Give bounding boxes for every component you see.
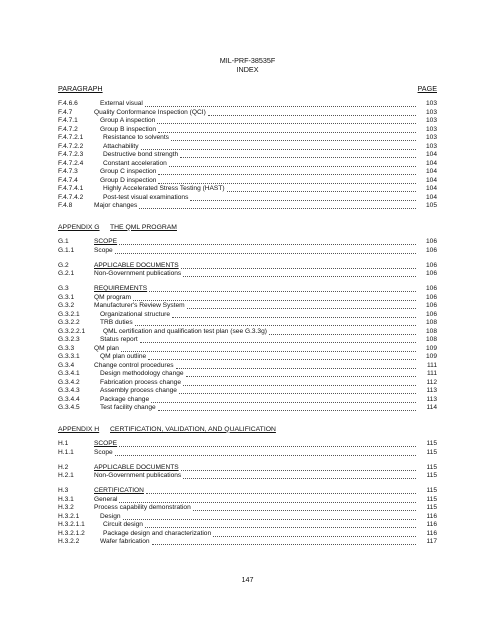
- dot-leader: [158, 173, 416, 175]
- page-ref: 115: [426, 463, 437, 471]
- paragraph-number: G.1.1: [58, 246, 75, 254]
- page-ref: 116: [426, 529, 437, 537]
- paragraph-number: G.3.4.3: [58, 387, 80, 394]
- page-ref: 104: [425, 151, 437, 158]
- page-column-header: PAGE: [417, 84, 437, 93]
- page-ref: 106: [425, 270, 437, 277]
- toc-entry[interactable]: [58, 100, 437, 109]
- page-ref: 106: [425, 310, 437, 318]
- page-ref: 108: [425, 327, 437, 335]
- paragraph-number: G.3.3: [58, 344, 75, 352]
- paragraph-number: H.1.1: [58, 448, 74, 456]
- page-ref: 112: [426, 378, 437, 386]
- paragraph-number: F.4.7: [58, 108, 73, 116]
- dot-leader: [115, 454, 416, 456]
- entry-title: External visual: [100, 100, 143, 107]
- entry-title: Manufacturer's Review System: [94, 302, 185, 309]
- toc-entry[interactable]: [58, 464, 437, 473]
- dot-leader: [148, 358, 416, 360]
- dot-leader: [139, 207, 416, 209]
- paragraph-number: H.3.2: [58, 504, 74, 511]
- page-ref: 113: [426, 387, 437, 394]
- page-ref: 115: [426, 440, 437, 447]
- dot-leader: [141, 148, 416, 150]
- toc-entry[interactable]: [58, 109, 437, 118]
- toc-entry[interactable]: [58, 449, 437, 458]
- toc-entry[interactable]: [58, 311, 437, 320]
- dot-leader: [146, 492, 416, 494]
- entry-title: Design: [100, 512, 121, 520]
- dot-leader: [193, 509, 416, 511]
- entry-title: Quality Conformance Inspection (QCI): [94, 108, 206, 116]
- dot-leader: [186, 375, 416, 377]
- toc-entry[interactable]: [58, 168, 437, 177]
- page-ref: 103: [425, 134, 437, 141]
- paragraph-number: G.3: [58, 285, 69, 292]
- toc-entry[interactable]: [58, 404, 437, 413]
- dot-leader: [190, 199, 416, 201]
- page-ref: 103: [425, 125, 437, 133]
- dot-leader: [183, 275, 416, 277]
- page-ref: 115: [426, 487, 437, 494]
- paragraph-number: G.3.4.2: [58, 378, 80, 386]
- page-ref: 106: [425, 285, 437, 292]
- page-ref: 117: [426, 538, 437, 545]
- dot-leader: [208, 114, 416, 116]
- dot-leader: [213, 535, 416, 537]
- dot-leader: [133, 299, 416, 301]
- entry-title: SCOPE: [94, 238, 118, 245]
- paragraph-number: G.3.2.1: [58, 310, 80, 318]
- dot-leader: [119, 445, 416, 447]
- entry-title: Scope: [94, 448, 113, 456]
- page-ref: 116: [426, 521, 437, 528]
- paragraph-number: G.1: [58, 238, 69, 245]
- dot-leader: [119, 501, 416, 503]
- paragraph-number: F.4.7.2: [58, 125, 78, 133]
- toc-entry[interactable]: [58, 440, 437, 449]
- toc-entry[interactable]: [58, 513, 437, 522]
- paragraph-number: F.4.7.2.3: [58, 151, 84, 158]
- paragraph-number: G.3.1: [58, 293, 75, 301]
- toc-entry[interactable]: [58, 117, 437, 126]
- paragraph-number: G.3.4.4: [58, 395, 80, 403]
- page-ref: 111: [426, 361, 437, 369]
- dot-leader: [158, 131, 416, 133]
- dot-leader: [158, 409, 416, 411]
- paragraph-number: G.3.4.5: [58, 404, 80, 411]
- section-spacer: [58, 211, 437, 223]
- paragraph-number: F.4.8: [58, 202, 73, 209]
- entry-title: Package design and characterization: [103, 529, 212, 537]
- page-ref: 106: [425, 246, 437, 254]
- entry-title: Change control procedures: [94, 361, 174, 369]
- entry-title: Group B inspection: [100, 125, 157, 133]
- appendix-heading: [58, 223, 437, 232]
- paragraph-number: G.3.2.2: [58, 319, 80, 326]
- toc-entry[interactable]: [58, 379, 437, 388]
- dot-leader: [149, 290, 416, 292]
- dot-leader: [187, 307, 416, 309]
- entry-title: Post-test visual examinations: [103, 193, 189, 201]
- section-spacer: [58, 413, 437, 425]
- dot-leader: [151, 401, 416, 403]
- dot-leader: [135, 324, 416, 326]
- dot-leader: [145, 526, 416, 528]
- dot-leader: [181, 267, 416, 269]
- dot-leader: [121, 350, 416, 352]
- dot-leader: [183, 384, 416, 386]
- entry-title: Package change: [100, 395, 150, 403]
- entry-title: CERTIFICATION: [94, 487, 144, 494]
- paragraph-number: H.2: [58, 463, 69, 471]
- toc-entry[interactable]: [58, 143, 437, 152]
- page-ref: 109: [425, 353, 437, 360]
- page-ref: 114: [426, 404, 437, 411]
- dot-leader: [176, 367, 416, 369]
- paragraph-number: F.4.7.4.2: [58, 193, 84, 201]
- paragraph-number: G.3.2.2.1: [58, 327, 86, 335]
- dot-leader: [269, 333, 416, 335]
- page-ref: 104: [425, 185, 437, 192]
- dot-leader: [172, 316, 416, 318]
- toc-entry[interactable]: [58, 504, 437, 513]
- appendix-title: CERTIFICATION, VALIDATION, AND QUALIFICATION: [110, 425, 276, 433]
- entry-title: Fabrication process change: [100, 378, 182, 386]
- dot-leader: [171, 139, 416, 141]
- paragraph-number: F.4.7.2.1: [58, 134, 84, 141]
- dot-leader: [123, 518, 416, 520]
- page-ref: 103: [425, 100, 437, 107]
- paragraph-number: G.2: [58, 261, 69, 269]
- toc-entry[interactable]: [58, 126, 437, 135]
- page-ref: 106: [425, 238, 437, 245]
- toc-entry[interactable]: [58, 294, 437, 303]
- entry-title: Group C inspection: [100, 168, 157, 175]
- appendix-label: APPENDIX H: [58, 425, 100, 433]
- entry-title: Group A inspection: [100, 117, 156, 124]
- page-ref: 103: [425, 117, 437, 124]
- paragraph-number: G.2.1: [58, 270, 75, 277]
- paragraph-column-header: PARAGRAPH: [58, 84, 103, 93]
- toc-entry[interactable]: [58, 387, 437, 396]
- dot-leader: [169, 165, 416, 167]
- toc-entry[interactable]: [58, 185, 437, 194]
- page-ref: 105: [425, 202, 437, 209]
- toc-entry[interactable]: [58, 345, 437, 354]
- paragraph-number: F.4.7.4.1: [58, 185, 84, 192]
- entry-title: QM program: [94, 293, 132, 301]
- entry-title: SCOPE: [94, 440, 118, 447]
- paragraph-number: G.3.3.1: [58, 353, 80, 360]
- page-ref: 115: [426, 472, 437, 479]
- entry-title: Scope: [94, 246, 113, 254]
- dot-leader: [152, 543, 416, 545]
- entry-title: Status report: [100, 336, 138, 343]
- toc-entry[interactable]: [58, 496, 437, 505]
- toc-entry[interactable]: [58, 270, 437, 279]
- toc-entry[interactable]: [58, 134, 437, 143]
- entry-title: Process capability demonstration: [94, 504, 191, 511]
- toc-entry[interactable]: [58, 328, 437, 337]
- dot-leader: [115, 252, 416, 254]
- paragraph-number: G.3.2.3: [58, 336, 80, 343]
- page-number: 147: [241, 575, 254, 584]
- toc-entry[interactable]: [58, 521, 437, 530]
- page-ref: 103: [425, 108, 437, 116]
- paragraph-number: H.3.2.1: [58, 512, 80, 520]
- toc-entry[interactable]: [58, 285, 437, 294]
- toc-entry[interactable]: [58, 302, 437, 311]
- dot-leader: [181, 469, 416, 471]
- toc-entry[interactable]: [58, 370, 437, 379]
- dot-leader: [183, 477, 416, 479]
- entry-title: REQUIREMENTS: [94, 285, 148, 292]
- paragraph-number: H.2.1: [58, 472, 74, 479]
- entry-title: General: [94, 495, 118, 503]
- dot-leader: [157, 122, 416, 124]
- toc-entry[interactable]: [58, 202, 437, 211]
- toc-entry[interactable]: [58, 472, 437, 481]
- paragraph-number: F.4.6.6: [58, 100, 78, 107]
- entry-title: APPLICABLE DOCUMENTS: [94, 261, 179, 269]
- entry-title: Resistance to solvents: [103, 134, 169, 141]
- toc-entry[interactable]: [58, 362, 437, 371]
- toc-entry[interactable]: [58, 336, 437, 345]
- entry-title: Circuit design: [103, 521, 143, 528]
- page-ref: 106: [425, 293, 437, 301]
- paragraph-number: F.4.7.3: [58, 168, 78, 175]
- entry-title: TRB duties: [100, 319, 133, 326]
- paragraph-number: H.3: [58, 487, 69, 494]
- page-ref: 106: [425, 261, 437, 269]
- toc-entry[interactable]: [58, 160, 437, 169]
- page-ref: 113: [426, 395, 437, 403]
- page-ref: 115: [426, 448, 437, 456]
- entry-title: Assembly process change: [100, 387, 177, 394]
- paragraph-number: G.3.4: [58, 361, 75, 369]
- dot-leader: [158, 182, 416, 184]
- dot-leader: [227, 190, 416, 192]
- page-ref: 108: [425, 336, 437, 343]
- appendix-label: APPENDIX G: [58, 223, 100, 231]
- table-of-contents: [58, 100, 437, 547]
- paragraph-number: G.3.4.1: [58, 370, 80, 377]
- appendix-heading: [58, 425, 437, 434]
- dot-leader: [119, 243, 416, 245]
- dot-leader: [179, 392, 416, 394]
- page-ref: 111: [426, 370, 437, 377]
- toc-entry[interactable]: [58, 396, 437, 405]
- entry-title: Highly Accelerated Stress Testing (HAST): [103, 185, 225, 192]
- paragraph-number: F.4.7.2.2: [58, 142, 84, 150]
- page-ref: 108: [425, 319, 437, 326]
- entry-title: Major changes: [94, 202, 138, 209]
- toc-entry[interactable]: [58, 151, 437, 160]
- dot-leader: [180, 156, 416, 158]
- entry-title: QM plan: [94, 344, 119, 352]
- toc-entry[interactable]: [58, 538, 437, 547]
- dot-leader: [140, 341, 416, 343]
- entry-title: Group D inspection: [100, 176, 157, 184]
- page-ref: 116: [426, 512, 437, 520]
- entry-title: Organizational structure: [100, 310, 171, 318]
- paragraph-number: H.3.1: [58, 495, 74, 503]
- toc-entry[interactable]: [58, 353, 437, 362]
- paragraph-number: G.3.2: [58, 302, 75, 309]
- page-ref: 115: [426, 504, 437, 511]
- paragraph-number: F.4.7.1: [58, 117, 78, 124]
- page-ref: 104: [425, 159, 437, 167]
- toc-entry[interactable]: [58, 487, 437, 496]
- toc-entry[interactable]: [58, 262, 437, 271]
- entry-title: Wafer fabrication: [100, 538, 150, 545]
- paragraph-number: H.3.2.1.2: [58, 529, 85, 537]
- page-ref: 104: [425, 176, 437, 184]
- paragraph-number: H.1: [58, 440, 69, 447]
- page-ref: 103: [425, 142, 437, 150]
- entry-title: Attachability: [103, 142, 139, 150]
- page-ref: 106: [425, 302, 437, 309]
- page-ref: 104: [425, 193, 437, 201]
- toc-entry[interactable]: [58, 177, 437, 186]
- toc-entry[interactable]: [58, 319, 437, 328]
- entry-title: Non-Government publications: [94, 270, 182, 277]
- dot-leader: [145, 105, 416, 107]
- toc-entry[interactable]: [58, 530, 437, 539]
- appendix-title: THE QML PROGRAM: [110, 223, 177, 231]
- entry-title: Design methodology change: [100, 370, 184, 377]
- paragraph-number: F.4.7.4: [58, 176, 78, 184]
- toc-entry[interactable]: [58, 238, 437, 247]
- document-id: MIL-PRF-38535F: [219, 56, 276, 65]
- entry-title: QM plan outline: [100, 353, 147, 360]
- paragraph-number: F.4.7.2.4: [58, 159, 84, 167]
- entry-title: APPLICABLE DOCUMENTS: [94, 463, 179, 471]
- entry-title: QML certification and qualification test plan (see G.3.3g): [103, 327, 267, 335]
- index-heading: INDEX: [236, 65, 259, 74]
- entry-title: Test facility change: [100, 404, 156, 411]
- entry-title: Destructive bond strength: [103, 151, 179, 158]
- toc-entry[interactable]: [58, 247, 437, 256]
- entry-title: Non-Government publications: [94, 472, 182, 479]
- paragraph-number: H.3.2.2: [58, 538, 80, 545]
- toc-entry[interactable]: [58, 194, 437, 203]
- page-ref: 104: [425, 168, 437, 175]
- page-ref: 115: [426, 495, 437, 503]
- paragraph-number: H.3.2.1.1: [58, 521, 85, 528]
- entry-title: Constant acceleration: [103, 159, 167, 167]
- page-ref: 109: [425, 344, 437, 352]
